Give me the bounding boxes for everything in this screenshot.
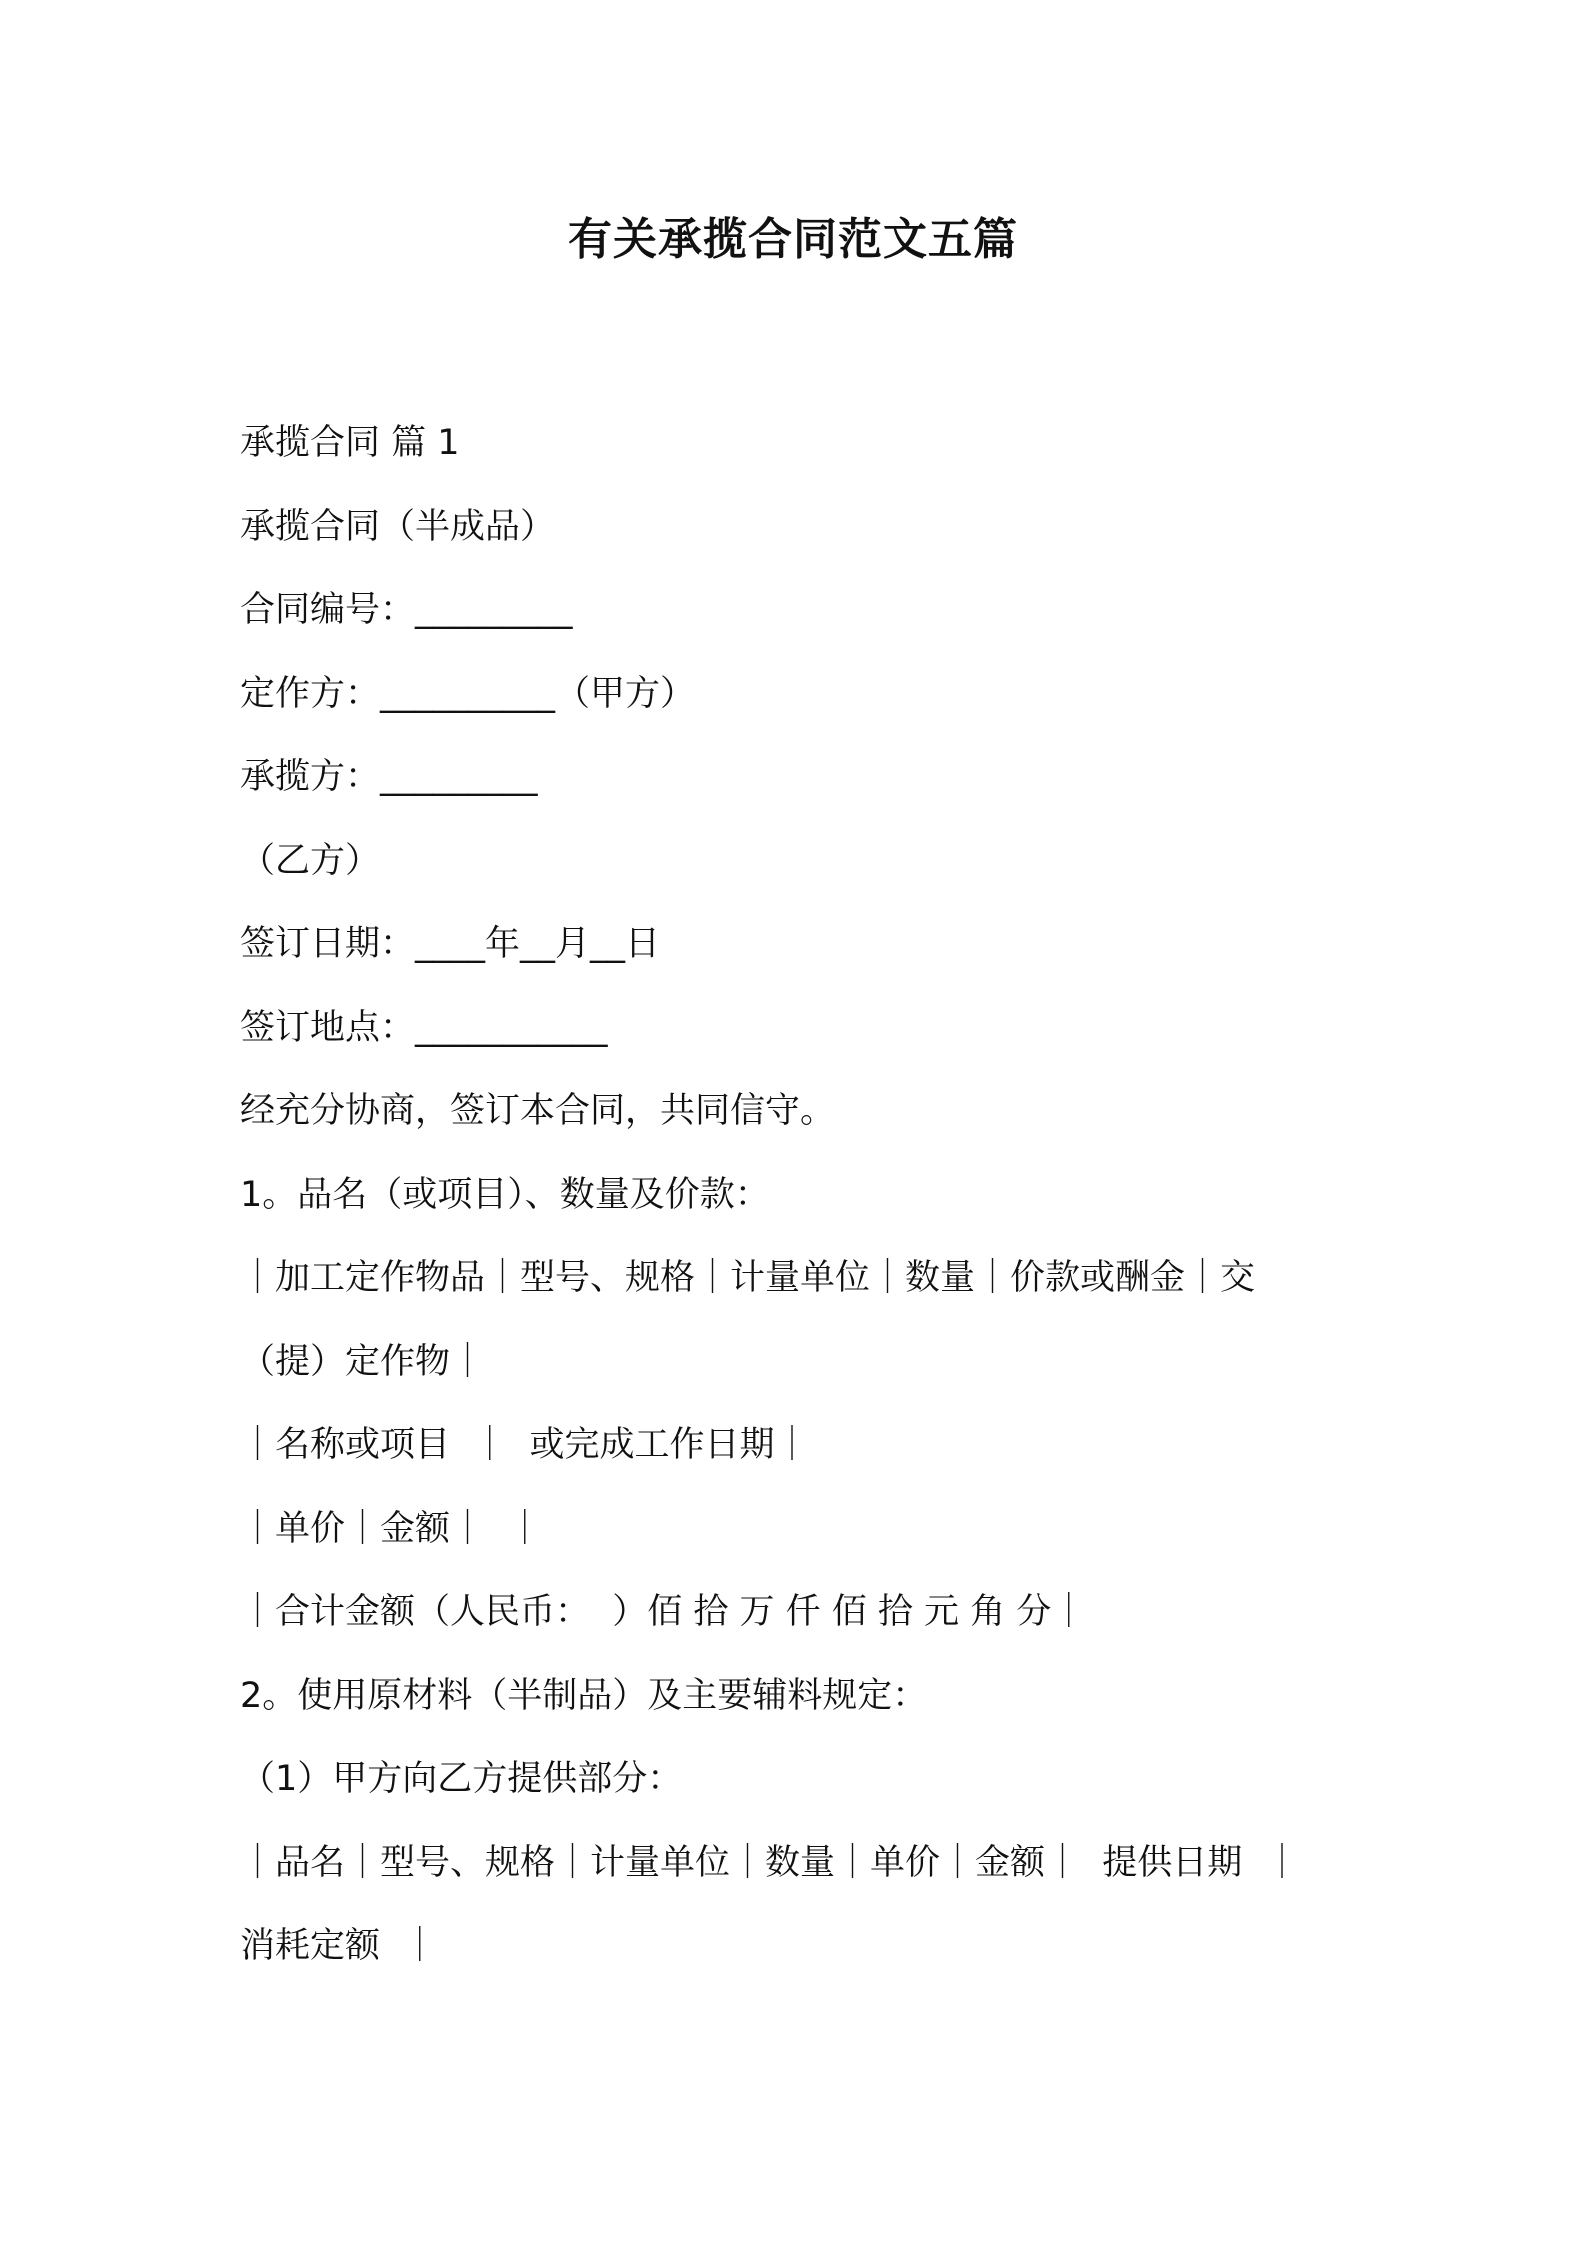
preamble-line: 经充分协商，签订本合同，共同信守。	[240, 1091, 836, 1131]
table-1-header-continued: （提）定作物｜	[240, 1341, 486, 1382]
table-1-row-price: ｜单价｜金额｜ ｜	[240, 1508, 543, 1549]
signing-place-line: 签订地点：___________	[240, 1007, 608, 1048]
contract-subtitle: 承揽合同（半成品）	[240, 506, 556, 547]
party-b-label: （乙方）	[240, 840, 381, 881]
ordering-party-line: 定作方：__________（甲方）	[240, 673, 696, 714]
clause-2-sub-1: （1）甲方向乙方提供部分：	[240, 1759, 683, 1799]
clause-2-heading: 2。使用原材料（半制品）及主要辅料规定：	[240, 1675, 928, 1716]
table-1-header-row: ｜加工定作物品｜型号、规格｜计量单位｜数量｜价款或酬金｜交	[240, 1258, 1256, 1298]
contract-number-line: 合同编号：_________	[240, 590, 573, 630]
clause-1-heading: 1。品名（或项目）、数量及价款：	[240, 1174, 770, 1215]
document-title: 有关承揽合同范文五篇	[568, 214, 1018, 265]
contractor-line: 承揽方：_________	[240, 757, 538, 797]
section-heading: 承揽合同 篇 1	[240, 423, 460, 463]
table-2-header-continued: 消耗定额 ｜	[240, 1926, 438, 1966]
signing-date-line: 签订日期：____年__月__日	[240, 924, 661, 964]
table-1-total-row: ｜合计金额（人民币： ）佰 拾 万 仟 佰 拾 元 角 分｜	[240, 1592, 1087, 1632]
document-body	[240, 402, 1380, 1989]
table-1-row-name: ｜名称或项目 ｜ 或完成工作日期｜	[240, 1425, 810, 1465]
table-2-header-row: ｜品名｜型号、规格｜计量单位｜数量｜单价｜金额｜ 提供日期 ｜	[240, 1842, 1300, 1883]
